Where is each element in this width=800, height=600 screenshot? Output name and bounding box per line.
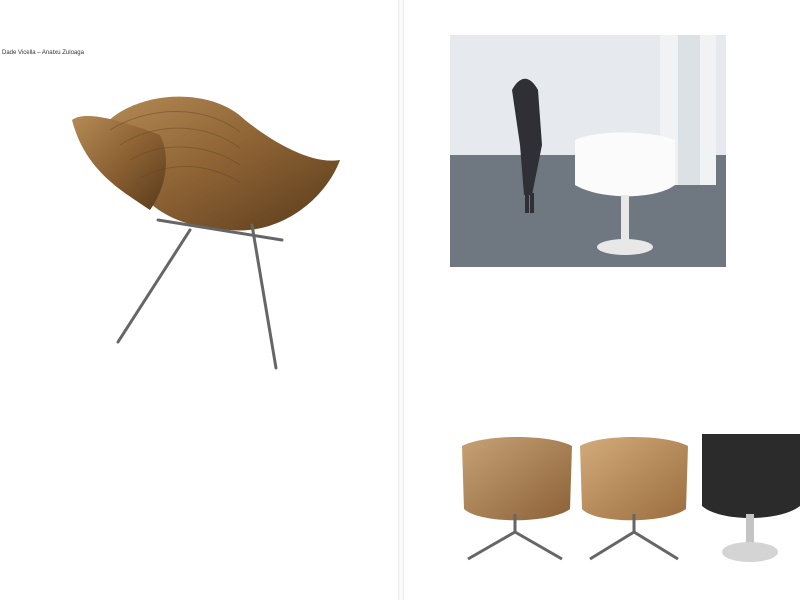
office-photo [450,35,726,267]
header-credit: Dade Vicella – Anatxu Zuloaga [2,50,84,56]
chair-photo [40,60,370,390]
product-row-photo [450,434,800,584]
page-fold [398,0,404,600]
